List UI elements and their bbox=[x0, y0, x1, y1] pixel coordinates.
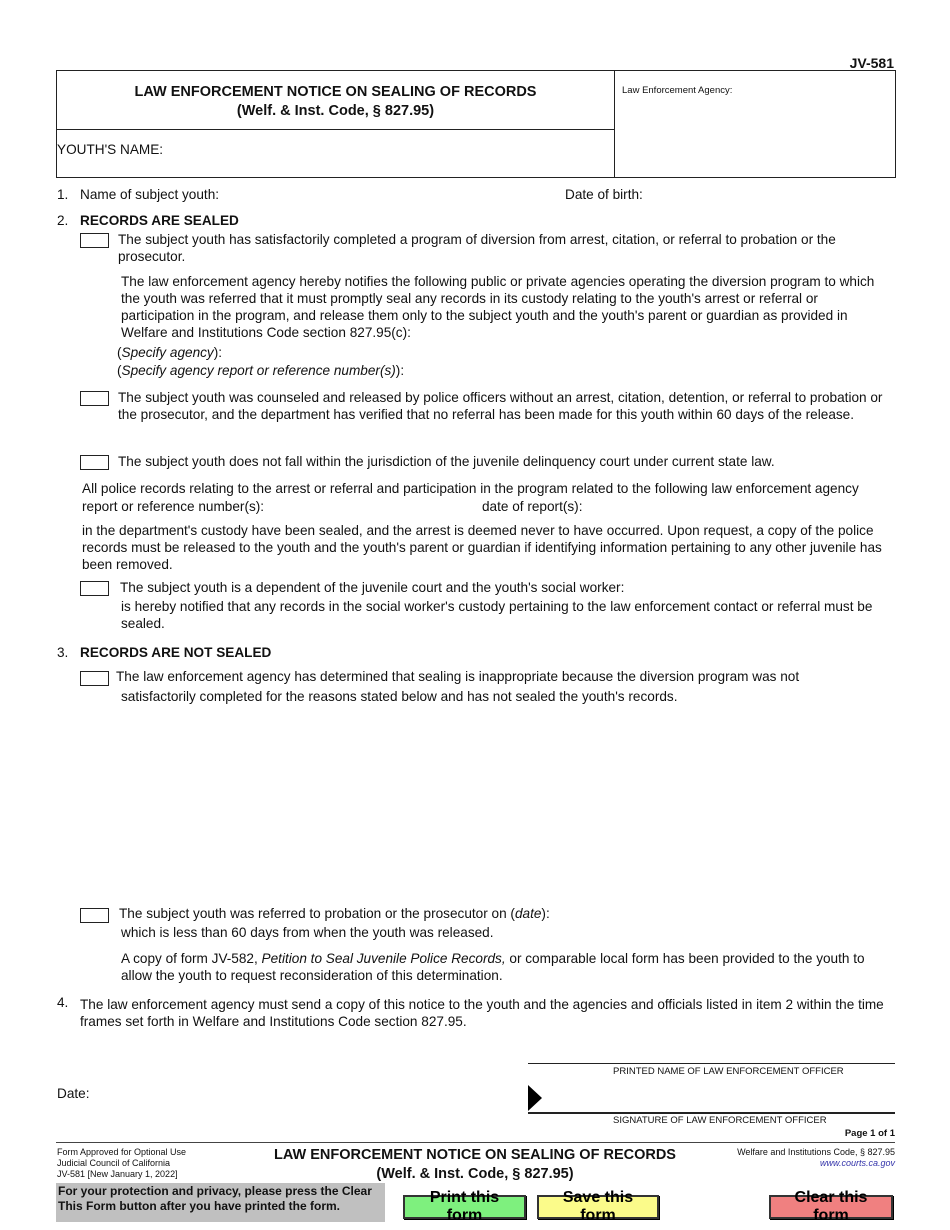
sealing-inappropriate-text-2: satisfactorily completed for the reasons stated below and has not sealed the youth's records. bbox=[121, 689, 678, 704]
sealing-inappropriate-checkbox[interactable] bbox=[80, 671, 109, 686]
referral-date-input[interactable] bbox=[570, 905, 884, 923]
youth-name-input[interactable] bbox=[167, 141, 611, 159]
print-form-button[interactable]: Print this form bbox=[403, 1195, 526, 1219]
date-input[interactable] bbox=[95, 1085, 399, 1103]
specify-ref-input[interactable] bbox=[415, 362, 889, 380]
sealing-inappropriate-text: The law enforcement agency has determined that sealing is inappropriate because the diversion program was not bbox=[116, 669, 800, 684]
no-jurisdiction-text: The subject youth does not fall within the jurisdiction of the juvenile delinquency court under current state law. bbox=[118, 454, 775, 469]
form-title: LAW ENFORCEMENT NOTICE ON SEALING OF RECORDS bbox=[134, 84, 537, 100]
privacy-notice: For your protection and privacy, please press the Clear This Form button after you have printed the form. bbox=[56, 1183, 385, 1222]
youth-name-label: YOUTH'S NAME: bbox=[57, 142, 164, 157]
form-subtitle: (Welf. & Inst. Code, § 827.95) bbox=[236, 103, 435, 119]
reasons-input[interactable] bbox=[121, 712, 890, 896]
less-than-60-days-text: which is less than 60 days from when the youth was released. bbox=[121, 925, 494, 940]
counseled-released-checkbox[interactable] bbox=[80, 391, 109, 406]
specify-agency-input[interactable] bbox=[230, 344, 884, 362]
records-sealed-heading: RECORDS ARE SEALED bbox=[80, 213, 239, 228]
copy-jv582-text: A copy of form JV-582, Petition to Seal Juvenile Police Records, or comparable local form has been provided to the youth to allow the youth to request reconsideration of this determination. bbox=[121, 951, 865, 983]
specify-ref-label: (Specify agency report or reference number(s)): bbox=[117, 363, 405, 378]
signature-label: SIGNATURE OF LAW ENFORCEMENT OFFICER bbox=[613, 1115, 827, 1126]
no-jurisdiction-checkbox[interactable] bbox=[80, 455, 109, 470]
printed-name-label: PRINTED NAME OF LAW ENFORCEMENT OFFICER bbox=[613, 1066, 844, 1077]
diversion-completed-checkbox[interactable] bbox=[80, 233, 109, 248]
agency-input[interactable] bbox=[622, 101, 891, 175]
form-approval-info: Form Approved for Optional Use Judicial Council of California JV-581 [New January 1, 2022] bbox=[57, 1147, 187, 1179]
subject-youth-name-input[interactable] bbox=[230, 186, 554, 204]
diversion-notice-text: The law enforcement agency hereby notifies the following public or private agencies operating the diversion program to which the youth was referred that it must promptly seal any records in its custody relating to the youth's arrest or referral or participation in the program, and release them only to the subject youth and the youth's parent or guardian as provided in Welfare and Institutions Code section 827.95(c): bbox=[121, 274, 875, 340]
header-box bbox=[56, 70, 896, 178]
date-of-report-label: date of report(s): bbox=[482, 499, 583, 514]
report-ref-label: report or reference number(s): bbox=[82, 499, 265, 514]
signature-field[interactable] bbox=[545, 1085, 890, 1111]
item-2-number: 2. bbox=[57, 213, 69, 228]
date-label: Date: bbox=[57, 1086, 90, 1101]
social-worker-input[interactable] bbox=[645, 579, 889, 597]
all-police-text: All police records relating to the arrest or referral and participation in the program related to the following law enforcement agency bbox=[82, 481, 859, 496]
dob-label: Date of birth: bbox=[565, 187, 643, 202]
date-of-report-input[interactable] bbox=[595, 498, 889, 516]
social-worker-notice: is hereby notified that any records in the social worker's custody pertaining to the law enforcement contact or referral must be sealed. bbox=[121, 599, 873, 631]
custody-text: in the department's custody have been sealed, and the arrest is deemed never to have occurred. Upon request, a copy of the police records must be released to the youth and the youth's parent or guardian if identifying information pertaining to any other juvenile has been removed. bbox=[82, 523, 882, 572]
agency-label: Law Enforcement Agency: bbox=[622, 85, 733, 96]
courts-website-link[interactable]: www.courts.ca.gov bbox=[819, 1158, 895, 1168]
item-4-text: The law enforcement agency must send a copy of this notice to the youth and the agencies and officials listed in item 2 within the time frames set forth in Welfare and Institutions Code section 827.95. bbox=[80, 997, 884, 1029]
dependent-youth-text: The subject youth is a dependent of the juvenile court and the youth's social worker: bbox=[120, 580, 625, 595]
clear-form-button[interactable]: Clear this form bbox=[769, 1195, 893, 1219]
referred-probation-checkbox[interactable] bbox=[80, 908, 109, 923]
subject-youth-name-label: Name of subject youth: bbox=[80, 187, 220, 202]
records-not-sealed-heading: RECORDS ARE NOT SEALED bbox=[80, 645, 272, 660]
dob-input[interactable] bbox=[650, 186, 894, 204]
item-3-number: 3. bbox=[57, 645, 69, 660]
item-4-number: 4. bbox=[57, 995, 69, 1010]
form-id: JV-581 bbox=[849, 55, 894, 71]
page-number: Page 1 of 1 bbox=[844, 1128, 895, 1139]
report-ref-input[interactable] bbox=[275, 498, 479, 516]
printed-name-input[interactable] bbox=[530, 1045, 894, 1063]
save-form-button[interactable]: Save this form bbox=[537, 1195, 659, 1219]
signature-arrow-icon bbox=[528, 1085, 542, 1111]
footer-code-info: Welfare and Institutions Code, § 827.95 www.courts.ca.gov bbox=[737, 1147, 895, 1168]
diversion-completed-text: The subject youth has satisfactorily completed a program of diversion from arrest, citation, or referral to probation or the prosecutor. bbox=[118, 232, 836, 264]
item-1-number: 1. bbox=[57, 187, 69, 202]
footer-title: LAW ENFORCEMENT NOTICE ON SEALING OF RECORDS bbox=[274, 1147, 676, 1163]
footer-subtitle: (Welf. & Inst. Code, § 827.95) bbox=[376, 1166, 574, 1182]
counseled-released-text: The subject youth was counseled and released by police officers without an arrest, citation, detention, or referral to probation or the prosecutor, and the department has verified that no referral has been made for this youth within 60 days of the release. bbox=[118, 390, 883, 422]
dependent-youth-checkbox[interactable] bbox=[80, 581, 109, 596]
referred-probation-text: The subject youth was referred to probation or the prosecutor on (date): bbox=[119, 906, 550, 921]
specify-agency-label: (Specify agency): bbox=[117, 345, 223, 360]
